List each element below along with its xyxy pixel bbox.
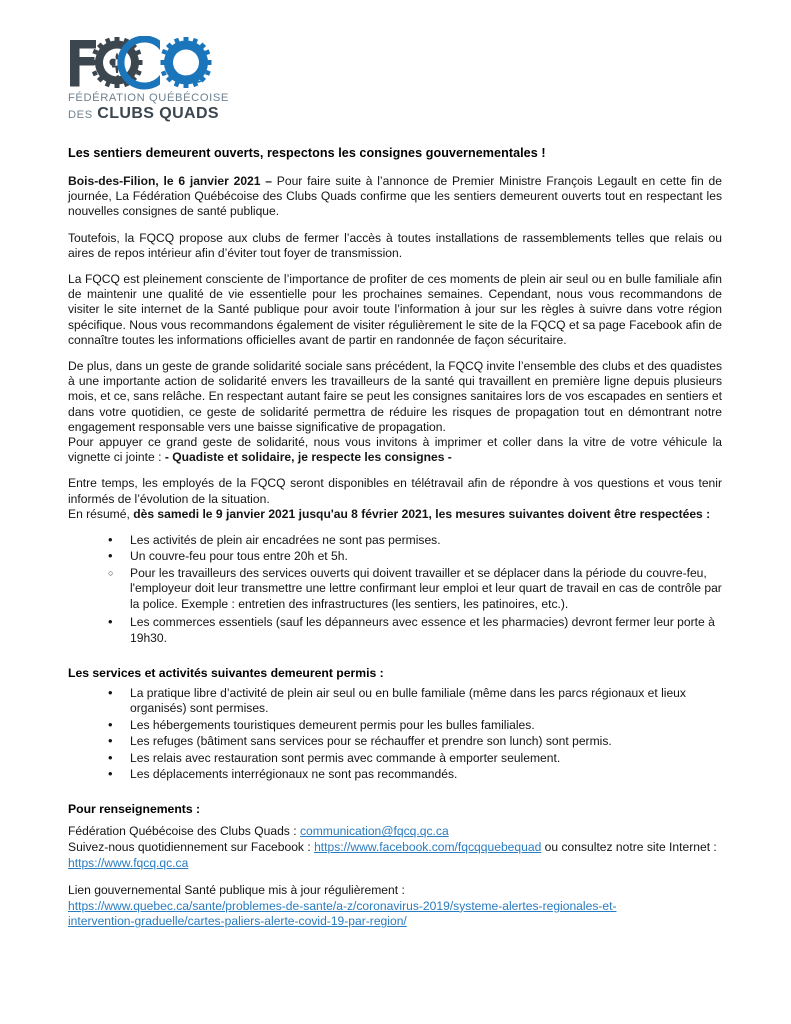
list-item: • La pratique libre d’activité de plein air seul ou en bulle familiale (même dans les parcs régionaux et lieux organisés) sont permises. — [108, 686, 722, 717]
resume-prefix: En résumé, — [68, 506, 134, 521]
list-item: • Les refuges (bâtiment sans services pour se réchauffer et prendre son lunch) sont permis. — [108, 734, 722, 749]
contact-facebook-label: Suivez-nous quotidiennement sur Facebook : — [68, 839, 315, 854]
dateline-bold: Bois-des-Filion, le 6 janvier 2021 – — [68, 174, 277, 188]
logo-tagline-line1: FÉDÉRATION QUÉBÉCOISE — [68, 92, 229, 104]
gov-link-paragraph — [68, 899, 722, 930]
list-item: • Les activités de plein air encadrées ne sont pas permises. — [108, 533, 722, 548]
vignette-slogan: - Quadiste et solidaire, je respecte les consignes - — [164, 450, 452, 465]
paragraph-vignette — [68, 435, 722, 465]
gov-label: Lien gouvernemental Santé publique mis à jour régulièrement : — [68, 883, 405, 898]
facebook-link[interactable]: https://www.facebook.com/fqcqquebequad — [314, 839, 542, 854]
list-item: • Les commerces essentiels (sauf les dépanneurs avec essence et les pharmacies) devront fermer leur porte à 19h30. — [108, 615, 722, 646]
logo-tagline-des: DES — [68, 109, 93, 122]
contact-facebook-line — [68, 840, 722, 871]
list-item: • Les hébergements touristiques demeurent permis pour les bulles familiales. — [108, 718, 722, 733]
permitted-list — [68, 686, 722, 782]
list-item: • Les relais avec restauration sont permis avec commande à emporter seulement. — [108, 751, 722, 766]
email-link[interactable]: communication@fqcq.qc.ca — [299, 824, 449, 839]
section-heading-contact: Pour renseignements : — [68, 802, 201, 817]
fqcq-logo — [68, 36, 318, 122]
dateline-text: Pour faire suite à l’annonce de Premier Ministre François Legault en cette fin de journée, La Fédération Québécoise des Clubs Quads confirme que les sentiers demeurent ouverts tout en respectant les nouvelles consignes de santé publique. — [68, 174, 723, 219]
resume-bold: dès samedi le 9 janvier 2021 jusqu'au 8 février 2021, les mesures suivantes doivent être respectées : — [133, 506, 711, 521]
paragraph-entretemps: Entre temps, les employés de la FQCQ seront disponibles en télétravail afin de répondre à vos questions et vous tenir informés de l’évolution de la situation. — [68, 476, 722, 506]
contact-block — [68, 824, 722, 871]
government-link-block — [68, 883, 722, 930]
logo-tagline-clubs-quads: CLUBS QUADS — [97, 105, 220, 123]
measures-list-cont — [68, 615, 722, 646]
section-heading-permitted: Les services et activités suivantes demeurent permis : — [68, 665, 384, 680]
paragraph-solidarite: De plus, dans un geste de grande solidarité sociale sans précédent, la FQCQ invite l’ensemble des clubs et des quadistes à une importante action de solidarité envers les travailleurs de la santé qui travaillent en première ligne depuis plusieurs mois, et ce, sans relâche. En respectant autant faire se peut les consignes sanitaires lors de vos escapades en sentiers et dans votre quotidien, ce geste de solidarité permettra de réduire les risques de propagation tout en démontrant notre engagement responsable vers une baisse significative de propagation. — [68, 359, 722, 434]
paragraph-toutefois: Toutefois, la FQCQ propose aux clubs de fermer l’accès à toutes installations de rassemblements telles que relais ou aires de repos intérieur afin d’éviter tout foyer de transmission. — [68, 230, 722, 260]
measures-sublist — [68, 566, 722, 612]
contact-org-label: Fédération Québécoise des Clubs Quads : — [68, 824, 300, 839]
contact-facebook-suffix: ou consultez notre site Internet : — [541, 839, 717, 854]
paragraph-dateline — [68, 174, 722, 220]
page-title: Les sentiers demeurent ouverts, respectons les consignes gouvernementales ! — [68, 146, 546, 160]
gov-link-line2[interactable]: intervention-graduelle/cartes-paliers-alerte-covid-19-par-region/ — [68, 914, 407, 929]
gov-link-line1[interactable]: https://www.quebec.ca/sante/problemes-de-sante/a-z/coronavirus-2019/systeme-alertes-regionales-et- — [68, 898, 617, 913]
website-link[interactable]: https://www.fqcq.qc.ca — [68, 855, 189, 870]
paragraph-consciente: La FQCQ est pleinement consciente de l’importance de profiter de ces moments de plein air seul ou en bulle familiale afin de maintenir une qualité de vie essentielle pour les prochaines semaines. Cependant, nous vous recommandons de visiter le site internet de la Santé publique pour avoir toute l’information à jour sur les règles à suivre dans votre région spécifique. Nous vous recommandons également de visiter régulièrement le site de la FQCQ et sa page Facebook afin de connaître toutes les informations officielles avant de partir en randonnée de façon sécuritaire. — [68, 272, 722, 347]
document-body — [68, 146, 722, 930]
logo-tagline — [68, 92, 318, 122]
vignette-text: Pour appuyer ce grand geste de solidarité, nous vous invitons à imprimer et coller dans la vitre de votre véhicule la vignette ci jointe : — [68, 435, 722, 465]
contact-email-line — [68, 824, 722, 840]
fqcq-logo-mark — [68, 36, 213, 90]
list-item: • Les déplacements interrégionaux ne sont pas recommandés. — [108, 767, 722, 782]
gear-q-blue — [161, 37, 212, 88]
list-item: ○ Pour les travailleurs des services ouverts qui doivent travailler et se déplacer dans la période du couvre-feu, l'employeur doit leur transmettre une lettre confirmant leur emploi et leur quart de travail en cas de contrôle par la police. Exemple : entretien des infrastructures (les sentiers, les patinoires, etc.). — [108, 566, 722, 612]
measures-list — [68, 533, 722, 565]
paragraph-resume — [68, 507, 722, 522]
list-item: • Un couvre-feu pour tous entre 20h et 5h. — [108, 549, 722, 564]
